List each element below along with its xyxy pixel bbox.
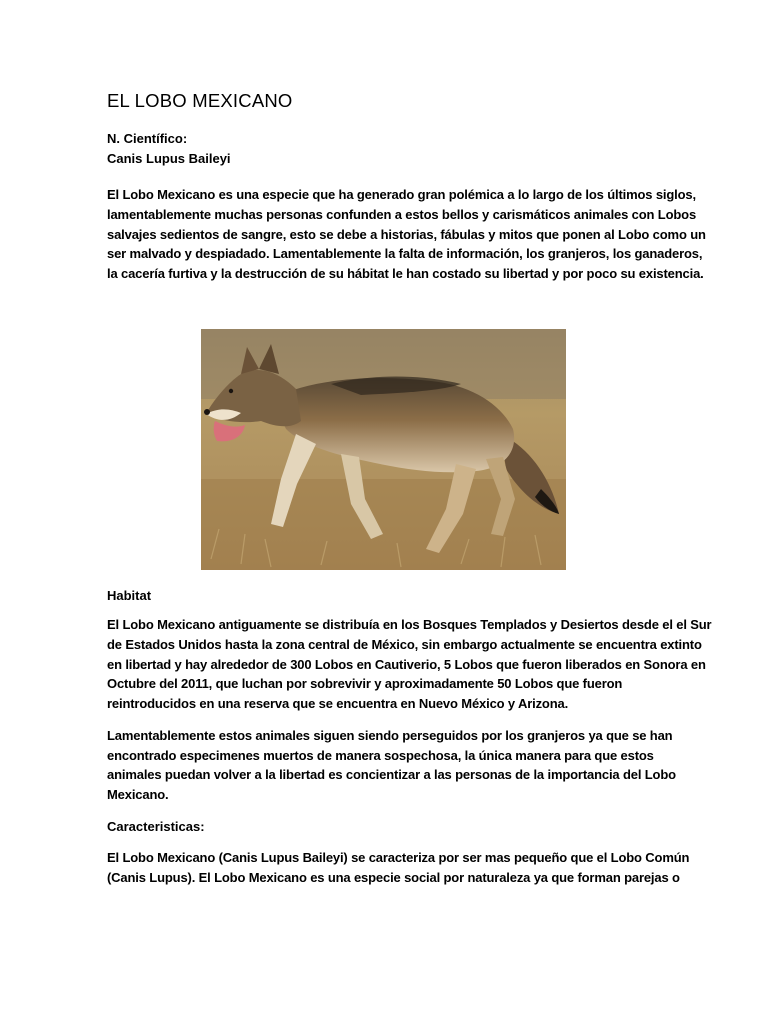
habitat2-line: Mexicano. [107,787,169,802]
caracteristicas-line: El Lobo Mexicano (Canis Lupus Baileyi) se caracteriza por ser mas pequeño que el Lobo Común [107,850,690,865]
intro-line: ser malvado y despiadado. Lamentablemente la falta de información, los granjeros, los ganaderos, [107,246,703,261]
habitat-line: reintroducidos en una reserva que se encuentra en Nuevo México y Arizona. [107,696,569,711]
habitat2-line: encontrado especimenes muertos de manera sospechosa, la única manera para que estos [107,748,654,763]
scientific-name-label: N. Científico: [107,131,188,146]
intro-line: lamentablemente muchas personas confunden a estos bellos y carismáticos animales con Lobos [107,207,697,222]
scientific-name: Canis Lupus Baileyi [107,151,231,166]
habitat-line: Octubre del 2011, que luchan por sobrevivir y aproximadamente 50 Lobos que fueron [107,676,623,691]
intro-line: El Lobo Mexicano es una especie que ha generado gran polémica a lo largo de los últimos siglos, [107,187,696,202]
habitat-line: de Estados Unidos hasta la zona central de México, sin embargo actualmente se encuentra extinto [107,637,702,652]
caracteristicas-heading: Caracteristicas: [107,819,205,834]
habitat2-line: animales puedan volver a la libertad es concientizar a las personas de la importancia del Lobo [107,767,676,782]
intro-line: salvajes sedientos de sangre, esto se debe a historias, fábulas y mitos que ponen al Lobo como un [107,227,706,242]
habitat2-line: Lamentablemente estos animales siguen siendo perseguidos por los granjeros ya que se han [107,728,673,743]
habitat-heading: Habitat [107,588,152,603]
wolf-illustration [201,329,566,570]
intro-line: la cacería furtiva y la destrucción de su hábitat le han costado su libertad y por poco su existencia. [107,266,704,281]
wolf-photo [201,329,566,570]
habitat-line: en libertad y hay alrededor de 300 Lobos en Cautiverio, 5 Lobos que fueron liberados en Sonora en [107,657,706,672]
caracteristicas-line: (Canis Lupus). El Lobo Mexicano es una especie social por naturaleza ya que forman parejas o [107,870,680,885]
page-title: EL LOBO MEXICANO [107,90,293,111]
habitat-line: El Lobo Mexicano antiguamente se distribuía en los Bosques Templados y Desiertos desde el el Sur [107,617,712,632]
